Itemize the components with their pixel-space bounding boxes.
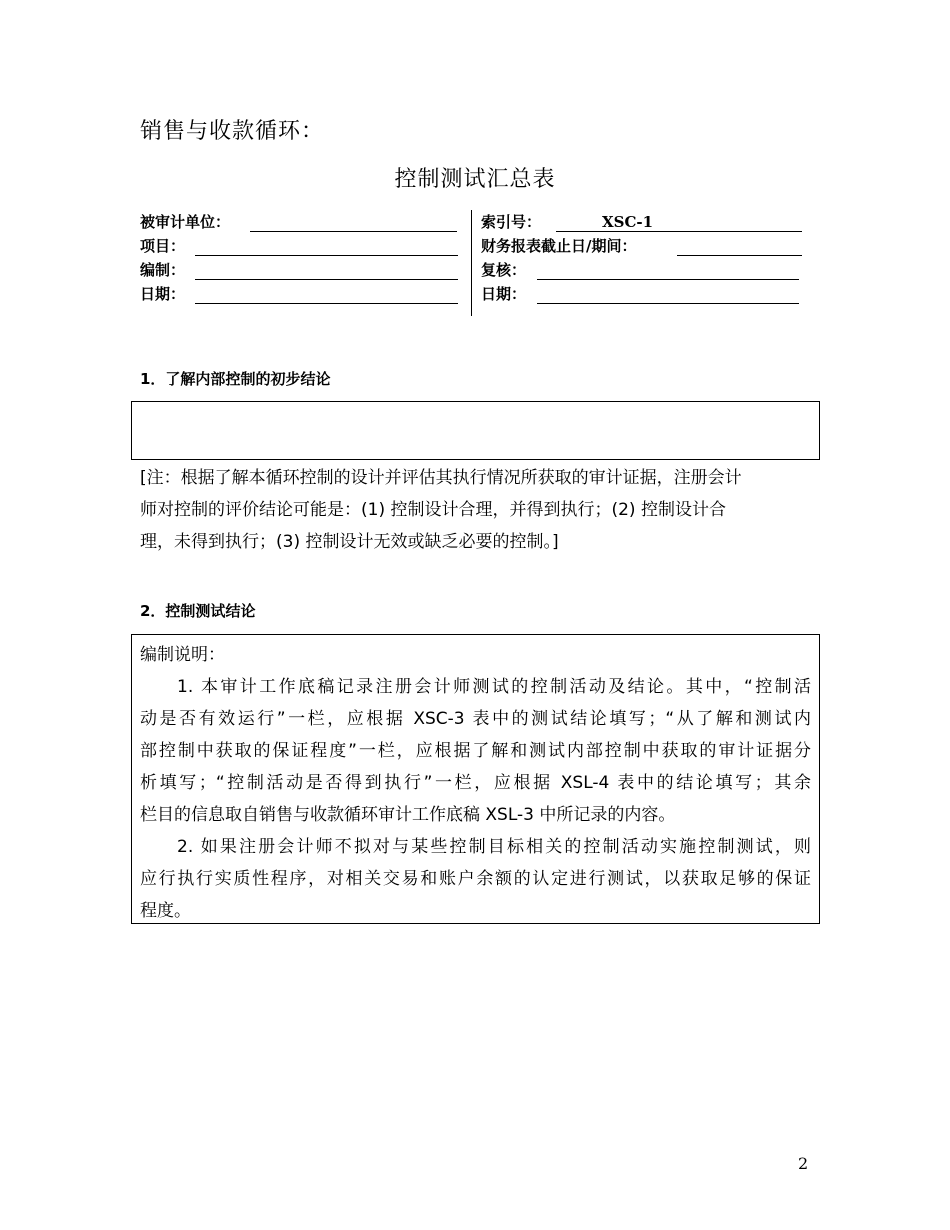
preliminary-conclusion-box[interactable] bbox=[131, 401, 820, 460]
index-field[interactable] bbox=[556, 230, 802, 232]
instruction-line: 栏目的信息取自销售与收款循环审计工作底稿 XSL-3 中所记录的内容。 bbox=[140, 805, 676, 825]
date-left-label: 日期： bbox=[140, 285, 186, 303]
project-label: 项目： bbox=[140, 237, 186, 255]
reviewer-field[interactable] bbox=[537, 278, 799, 280]
instruction-line: 动是否有效运行”一栏，应根据 XSC-3 表中的测试结论填写；“从了解和测试内 bbox=[140, 709, 811, 729]
period-label: 财务报表截止日/期间： bbox=[481, 237, 637, 255]
table-title: 控制测试汇总表 bbox=[394, 167, 556, 192]
instructions-heading: 编制说明： bbox=[140, 645, 225, 665]
cycle-heading: 销售与收款循环： bbox=[140, 119, 325, 144]
instruction-line: 程度。 bbox=[140, 901, 191, 921]
column-divider bbox=[471, 210, 472, 316]
audited-unit-field[interactable] bbox=[250, 230, 457, 232]
section1-title: 1．了解内部控制的初步结论 bbox=[140, 370, 331, 388]
date-right-field[interactable] bbox=[537, 302, 799, 304]
instruction-line: 1. 本审计工作底稿记录注册会计师测试的控制活动及结论。其中，“控制活 bbox=[177, 677, 811, 697]
date-left-field[interactable] bbox=[195, 302, 458, 304]
period-field[interactable] bbox=[677, 254, 802, 256]
note-line: 师对控制的评价结论可能是：(1) 控制设计合理，并得到执行；(2) 控制设计合 bbox=[140, 500, 726, 520]
index-label: 索引号： bbox=[481, 213, 542, 231]
test-conclusion-box bbox=[131, 634, 820, 924]
date-right-label: 日期： bbox=[481, 285, 527, 303]
preparer-label: 编制： bbox=[140, 261, 186, 279]
note-line: [注：根据了解本循环控制的设计并评估其执行情况所获取的审计证据，注册会计 bbox=[140, 468, 742, 488]
section2-title: 2．控制测试结论 bbox=[140, 602, 256, 620]
section1-note bbox=[140, 462, 820, 558]
index-value: XSC-1 bbox=[602, 213, 654, 231]
note-line: 理，未得到执行；(3) 控制设计无效或缺乏必要的控制。] bbox=[140, 532, 559, 552]
instruction-line: 部控制中获取的保证程度”一栏，应根据了解和测试内部控制中获取的审计证据分 bbox=[140, 741, 811, 761]
page-number: 2 bbox=[798, 1154, 809, 1173]
preparer-field[interactable] bbox=[195, 278, 458, 280]
reviewer-label: 复核： bbox=[481, 261, 527, 279]
audited-unit-label: 被审计单位： bbox=[140, 213, 231, 231]
project-field[interactable] bbox=[195, 254, 458, 256]
instruction-line: 析填写；“控制活动是否得到执行”一栏，应根据 XSL-4 表中的结论填写；其余 bbox=[140, 773, 811, 793]
instruction-line: 应行执行实质性程序，对相关交易和账户余额的认定进行测试，以获取足够的保证 bbox=[140, 869, 811, 889]
instruction-line: 2. 如果注册会计师不拟对与某些控制目标相关的控制活动实施控制测试，则 bbox=[177, 837, 811, 857]
